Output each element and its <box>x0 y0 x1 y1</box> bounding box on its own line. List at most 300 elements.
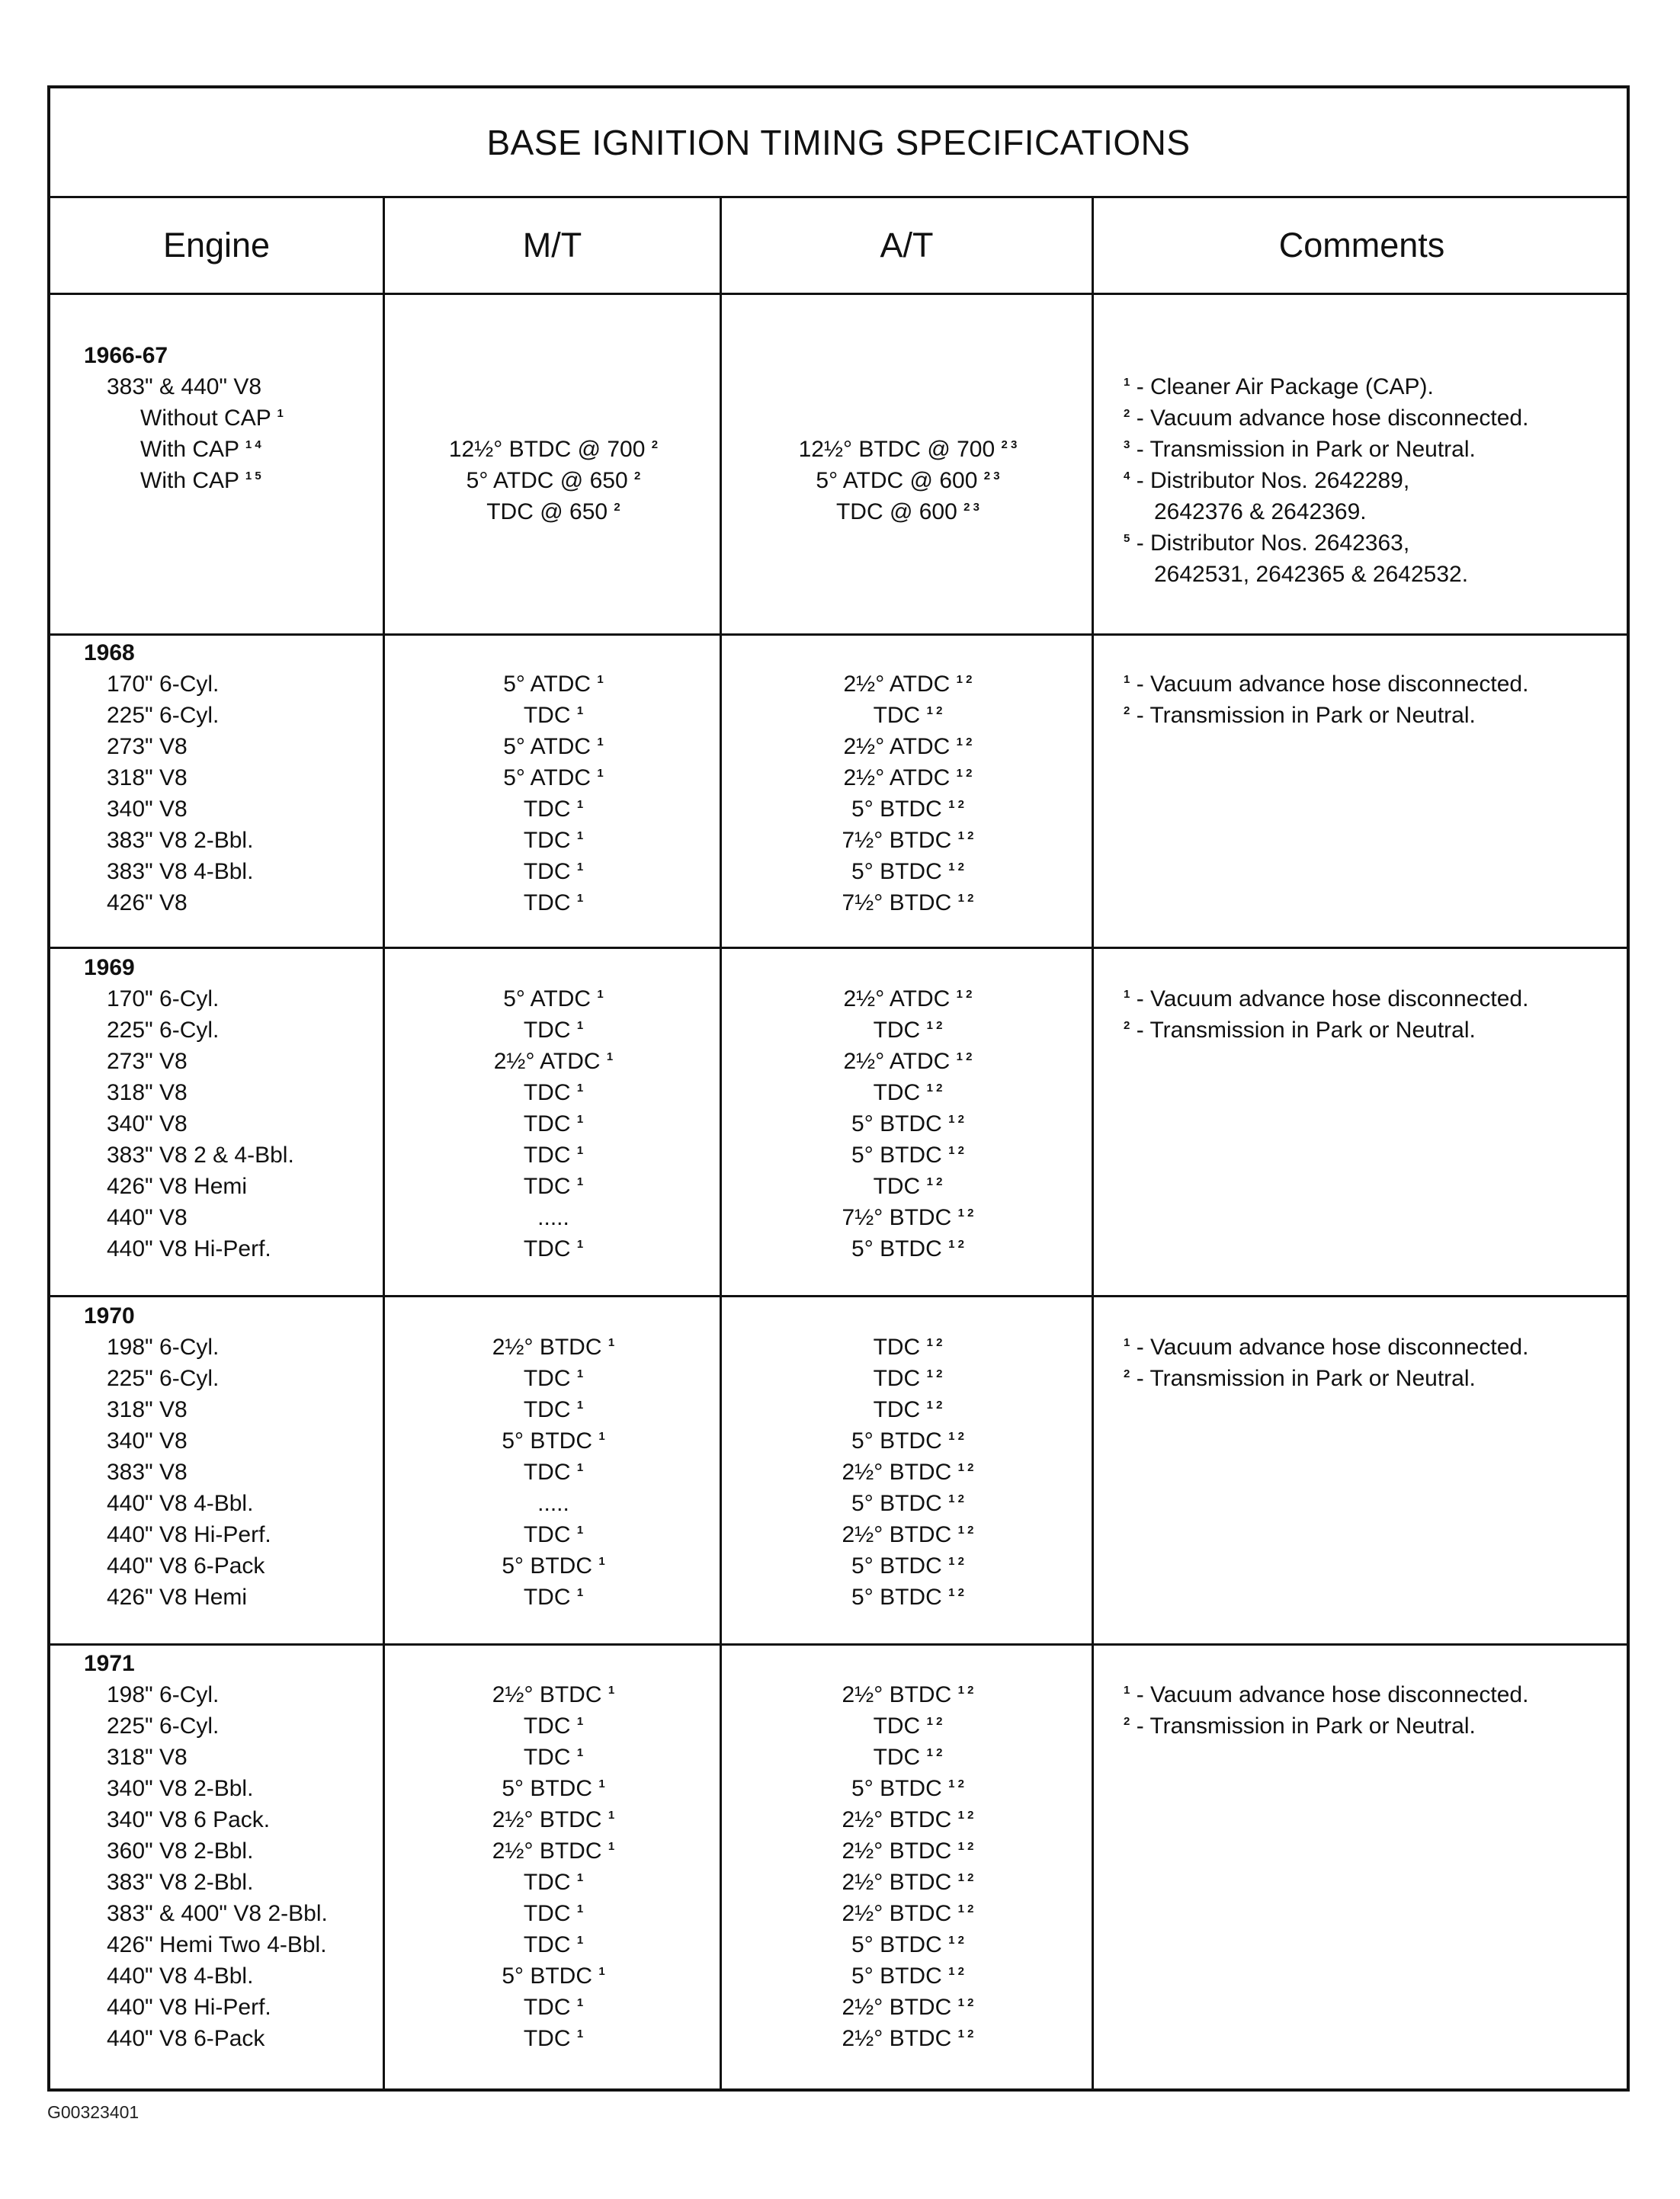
spacer <box>386 1648 721 1679</box>
engine-text: Without CAP <box>140 406 271 431</box>
footnote-ref: 1 2 <box>957 1524 974 1537</box>
footnote-ref: 1 <box>576 1746 584 1759</box>
mt-text: 2½° BTDC <box>492 1838 602 1864</box>
footnote-ref: 1 <box>597 988 604 1001</box>
mt-text: TDC <box>523 1080 571 1105</box>
engine-group-text: 383" & 440" V8 <box>107 374 262 399</box>
engine-text: 440" V8 Hi-Perf. <box>107 1236 271 1261</box>
footnote-ref: 1 2 <box>948 1144 964 1157</box>
footnote-number: 2 <box>1124 407 1130 420</box>
at-value <box>723 2023 1093 2054</box>
at-value <box>723 793 1093 825</box>
at-text: 5° BTDC <box>851 1963 942 1989</box>
engine-column <box>84 1648 389 2054</box>
engine-name <box>84 1363 389 1394</box>
comment-text: - Distributor Nos. 2642289, <box>1136 468 1410 493</box>
mt-value <box>386 1015 721 1046</box>
footnote-number: 2 <box>1124 1367 1130 1380</box>
mt-value <box>386 1929 721 1960</box>
header-engine: Engine <box>162 226 271 264</box>
footnote-ref: 1 2 <box>956 736 973 748</box>
year-text: 1966-67 <box>84 343 168 368</box>
engine-text: 340" V8 <box>107 1111 188 1136</box>
footnote-ref: 1 2 <box>926 704 943 717</box>
mt-value <box>386 762 721 793</box>
at-value <box>723 731 1093 762</box>
comment-line <box>1124 371 1611 402</box>
at-value <box>723 434 1093 465</box>
document-id: G00323401 <box>47 2102 139 2122</box>
at-text: 2½° ATDC <box>843 672 951 697</box>
footnote-ref: 1 <box>597 673 604 686</box>
engine-column <box>84 637 389 918</box>
at-text: 2½° ATDC <box>843 1049 951 1074</box>
comment-line <box>1124 668 1611 700</box>
at-value <box>723 1488 1093 1519</box>
footnote-ref: 1 2 <box>957 892 974 905</box>
year-text: 1968 <box>84 640 135 665</box>
engine-text: 383" V8 <box>107 1460 188 1485</box>
mt-text: TDC <box>523 1901 571 1926</box>
mt-text: TDC <box>523 1174 571 1199</box>
at-text: TDC <box>873 1174 921 1199</box>
at-column <box>723 1300 1093 1613</box>
engine-name <box>84 1773 389 1804</box>
engine-text: 273" V8 <box>107 1049 188 1074</box>
mt-text: 5° ATDC <box>503 672 592 697</box>
footnote-ref: 2 3 <box>983 470 1000 482</box>
at-text: TDC <box>873 1397 921 1422</box>
comment-text: 2642531, 2642365 & 2642532. <box>1154 562 1469 587</box>
engine-name <box>84 668 389 700</box>
footnote-ref: 1 <box>576 1399 584 1412</box>
mt-text: 2½° BTDC <box>492 1335 602 1360</box>
engine-text: 340" V8 <box>107 797 188 822</box>
engine-name <box>84 1140 389 1171</box>
engine-text: 440" V8 4-Bbl. <box>107 1963 254 1989</box>
at-value <box>723 668 1093 700</box>
at-text: 5° BTDC <box>851 1236 942 1261</box>
at-value <box>723 1929 1093 1960</box>
mt-text: TDC @ 650 <box>486 499 608 524</box>
at-text: 5° BTDC <box>851 1776 942 1801</box>
engine-name <box>84 793 389 825</box>
engine-text: 426" V8 Hemi <box>107 1174 248 1199</box>
mt-text: TDC <box>523 1018 571 1043</box>
footnote-ref: 2 <box>614 501 620 514</box>
footnote-ref: 1 2 <box>926 1019 943 1032</box>
at-value <box>723 825 1093 856</box>
mt-value <box>386 1171 721 1202</box>
footnote-number: 4 <box>1124 470 1130 482</box>
footnote-ref: 1 2 <box>926 1746 943 1759</box>
at-value <box>723 1332 1093 1363</box>
year-text: 1970 <box>84 1303 135 1329</box>
engine-text: 225" 6-Cyl. <box>107 703 220 728</box>
at-value <box>723 1992 1093 2023</box>
footnote-ref: 1 <box>608 1336 615 1349</box>
footnote-ref: 1 <box>597 767 604 780</box>
at-text: 5° BTDC <box>851 1428 942 1454</box>
at-value <box>723 1742 1093 1773</box>
mt-value <box>386 1582 721 1613</box>
at-text: 2½° ATDC <box>843 986 951 1011</box>
engine-text: 198" 6-Cyl. <box>107 1335 220 1360</box>
section-divider <box>50 1295 1627 1297</box>
mt-text: TDC <box>523 1111 571 1136</box>
footnote-ref: 1 <box>576 1113 584 1126</box>
engine-text: 340" V8 6 Pack. <box>107 1807 271 1832</box>
at-value <box>723 1457 1093 1488</box>
engine-name <box>84 1233 389 1265</box>
comment-text: - Transmission in Park or Neutral. <box>1136 1366 1476 1391</box>
spacer <box>1124 1300 1611 1332</box>
mt-text: TDC <box>523 859 571 884</box>
comment-line <box>1124 465 1611 496</box>
footnote-ref: 1 2 <box>948 1113 964 1126</box>
engine-name <box>84 1835 389 1867</box>
mt-value <box>386 1710 721 1742</box>
at-text: 2½° BTDC <box>842 2026 952 2051</box>
engine-column <box>84 340 389 496</box>
engine-name <box>84 1550 389 1582</box>
year-label <box>84 637 389 668</box>
engine-name <box>84 2023 389 2054</box>
engine-name <box>84 402 389 434</box>
at-value <box>723 496 1093 527</box>
engine-text: 440" V8 6-Pack <box>107 1553 265 1579</box>
mt-value <box>386 1425 721 1457</box>
engine-name <box>84 1679 389 1710</box>
mt-value <box>386 1835 721 1867</box>
footnote-ref: 1 2 <box>957 1809 974 1822</box>
footnote-ref: 1 <box>576 1934 584 1947</box>
at-value <box>723 1960 1093 1992</box>
engine-text: 225" 6-Cyl. <box>107 1366 220 1391</box>
footnote-number: 1 <box>1124 1336 1130 1349</box>
footnote-ref: 1 <box>576 704 584 717</box>
at-value <box>723 762 1093 793</box>
footnote-ref: 1 <box>597 736 604 748</box>
comment-line <box>1124 496 1611 527</box>
engine-name <box>84 1171 389 1202</box>
mt-value <box>386 1457 721 1488</box>
engine-name <box>84 1898 389 1929</box>
table-title: BASE IGNITION TIMING SPECIFICATIONS <box>50 88 1627 198</box>
engine-text: 318" V8 <box>107 1397 188 1422</box>
year-label <box>84 340 389 371</box>
spacer <box>723 1300 1093 1332</box>
mt-value <box>386 434 721 465</box>
footnote-ref: 1 <box>576 2028 584 2040</box>
spacer <box>386 1300 721 1332</box>
at-value <box>723 1804 1093 1835</box>
footnote-ref: 1 <box>576 1996 584 2009</box>
footnote-ref: 1 <box>576 1019 584 1032</box>
footnote-ref: 1 2 <box>948 798 964 811</box>
engine-name <box>84 1710 389 1742</box>
footnote-ref: 1 <box>608 1809 615 1822</box>
at-value <box>723 1015 1093 1046</box>
engine-name <box>84 1519 389 1550</box>
mt-text: 5° ATDC <box>503 765 592 790</box>
mt-value <box>386 1960 721 1992</box>
at-text: 5° BTDC <box>851 1143 942 1168</box>
at-text: 2½° BTDC <box>842 1995 952 2020</box>
comments-column <box>1124 952 1611 1046</box>
mt-text: 5° BTDC <box>502 1776 592 1801</box>
at-value <box>723 1171 1093 1202</box>
comments-column <box>1124 340 1611 590</box>
spacer <box>1124 952 1611 983</box>
mt-value <box>386 1077 721 1108</box>
footnote-ref: 1 <box>598 1777 605 1790</box>
mt-text: TDC <box>523 1870 571 1895</box>
engine-text: 383" V8 2-Bbl. <box>107 1870 254 1895</box>
mt-text: 2½° BTDC <box>492 1807 602 1832</box>
mt-value <box>386 1046 721 1077</box>
engine-name <box>84 1202 389 1233</box>
engine-group-label <box>84 371 389 402</box>
spacer <box>386 402 721 434</box>
mt-text: 5° ATDC <box>503 986 592 1011</box>
mt-value <box>386 856 721 887</box>
at-value <box>723 465 1093 496</box>
mt-value <box>386 793 721 825</box>
at-text: 7½° BTDC <box>842 890 952 915</box>
engine-name <box>84 1332 389 1363</box>
at-value <box>723 1835 1093 1867</box>
footnote-ref: 1 <box>576 1144 584 1157</box>
footnote-ref: 1 <box>598 1430 605 1443</box>
mt-text: 5° ATDC @ 650 <box>466 468 628 493</box>
engine-text: 440" V8 6-Pack <box>107 2026 265 2051</box>
comment-line <box>1124 434 1611 465</box>
footnote-ref: 1 <box>598 1555 605 1568</box>
footnote-ref: 1 2 <box>957 1461 974 1474</box>
year-text: 1971 <box>84 1651 135 1676</box>
mt-value <box>386 1867 721 1898</box>
mt-text: 12½° BTDC @ 700 <box>448 437 646 462</box>
at-text: 2½° BTDC <box>842 1460 952 1485</box>
engine-text: 383" V8 4-Bbl. <box>107 859 254 884</box>
footnote-ref: 1 2 <box>956 767 973 780</box>
at-text: 2½° BTDC <box>842 1870 952 1895</box>
footnote-ref: 1 2 <box>948 1586 964 1599</box>
footnote-ref: 1 <box>576 1524 584 1537</box>
at-text: TDC @ 600 <box>835 499 957 524</box>
mt-text: 5° BTDC <box>502 1963 592 1989</box>
mt-text: 5° BTDC <box>502 1428 592 1454</box>
mt-text: TDC <box>523 2026 571 2051</box>
comment-text: - Vacuum advance hose disconnected. <box>1136 1335 1529 1360</box>
mt-value <box>386 983 721 1015</box>
footnote-ref: 1 2 <box>948 861 964 874</box>
engine-text: 383" V8 2 & 4-Bbl. <box>107 1143 294 1168</box>
mt-text: TDC <box>523 828 571 853</box>
footnote-ref: 1 2 <box>957 1871 974 1884</box>
spacer <box>1124 340 1611 371</box>
mt-text: TDC <box>523 1397 571 1422</box>
mt-value <box>386 1140 721 1171</box>
footnote-ref: 1 2 <box>956 1050 973 1063</box>
comment-text: - Vacuum advance hose disconnected. <box>1136 672 1529 697</box>
engine-name <box>84 1425 389 1457</box>
year-label <box>84 952 389 983</box>
spacer <box>723 371 1093 402</box>
engine-text: 225" 6-Cyl. <box>107 1713 220 1739</box>
footnote-ref: 1 <box>576 892 584 905</box>
engine-name <box>84 465 389 496</box>
mt-value <box>386 1202 721 1233</box>
mt-text: 2½° BTDC <box>492 1682 602 1707</box>
mt-column <box>386 1648 721 2054</box>
engine-text: 318" V8 <box>107 1080 188 1105</box>
comment-text: - Distributor Nos. 2642363, <box>1136 531 1410 556</box>
mt-value <box>386 1898 721 1929</box>
footnote-ref: 1 2 <box>957 1902 974 1915</box>
engine-text: With CAP <box>140 437 239 462</box>
header-at: A/T <box>880 226 934 264</box>
engine-column <box>84 952 389 1265</box>
mt-text: TDC <box>523 703 571 728</box>
mt-value <box>386 668 721 700</box>
mt-column <box>386 371 721 527</box>
mt-value <box>386 1488 721 1519</box>
header-divider <box>50 293 1627 295</box>
engine-text: 318" V8 <box>107 1745 188 1770</box>
mt-column <box>386 637 721 918</box>
engine-text: 340" V8 <box>107 1428 188 1454</box>
at-text: TDC <box>873 1745 921 1770</box>
at-value <box>723 1046 1093 1077</box>
footnote-ref: 2 <box>651 438 659 451</box>
comment-line <box>1124 1015 1611 1046</box>
comment-line <box>1124 1332 1611 1363</box>
comment-line <box>1124 1363 1611 1394</box>
engine-text: 440" V8 4-Bbl. <box>107 1491 254 1516</box>
at-value <box>723 1425 1093 1457</box>
engine-name <box>84 825 389 856</box>
at-value <box>723 1773 1093 1804</box>
mt-value <box>386 1679 721 1710</box>
mt-value <box>386 1394 721 1425</box>
spacer <box>386 637 721 668</box>
engine-text: 383" & 400" V8 2-Bbl. <box>107 1901 328 1926</box>
at-text: 2½° BTDC <box>842 1522 952 1547</box>
mt-value <box>386 496 721 527</box>
at-value <box>723 1679 1093 1710</box>
at-column <box>723 952 1093 1265</box>
comment-text: - Transmission in Park or Neutral. <box>1136 703 1476 728</box>
at-value <box>723 887 1093 918</box>
section-divider <box>50 1643 1627 1646</box>
footnote-ref: 1 2 <box>957 2028 974 2040</box>
at-value <box>723 1394 1093 1425</box>
at-value <box>723 1140 1093 1171</box>
engine-text: 440" V8 <box>107 1205 188 1230</box>
footnote-ref: 1 2 <box>926 1082 943 1095</box>
header-mt: M/T <box>522 226 582 264</box>
comment-line <box>1124 402 1611 434</box>
mt-value <box>386 1519 721 1550</box>
footnote-ref: 1 2 <box>948 1430 964 1443</box>
footnote-ref: 1 2 <box>948 1555 964 1568</box>
engine-text: 170" 6-Cyl. <box>107 672 220 697</box>
footnote-ref: 1 2 <box>948 1238 964 1251</box>
at-text: 2½° BTDC <box>842 1682 952 1707</box>
mt-text: ..... <box>537 1205 569 1230</box>
at-text: 7½° BTDC <box>842 1205 952 1230</box>
mt-value <box>386 700 721 731</box>
engine-text: 426" Hemi Two 4-Bbl. <box>107 1932 327 1957</box>
at-text: 5° BTDC <box>851 1553 942 1579</box>
comment-line <box>1124 983 1611 1015</box>
footnote-ref: 1 <box>576 1367 584 1380</box>
footnote-number: 2 <box>1124 1019 1130 1032</box>
comment-text: - Transmission in Park or Neutral. <box>1136 437 1476 462</box>
footnote-number: 1 <box>1124 673 1130 686</box>
engine-name <box>84 1015 389 1046</box>
at-text: TDC <box>873 1080 921 1105</box>
at-value <box>723 700 1093 731</box>
at-value <box>723 1898 1093 1929</box>
at-value <box>723 1108 1093 1140</box>
engine-name <box>84 1742 389 1773</box>
at-text: 5° BTDC <box>851 797 942 822</box>
footnote-ref: 1 2 <box>956 988 973 1001</box>
at-text: TDC <box>873 1018 921 1043</box>
footnote-ref: 1 <box>608 1684 615 1697</box>
section-divider <box>50 633 1627 636</box>
engine-text: 440" V8 Hi-Perf. <box>107 1522 271 1547</box>
comment-line <box>1124 559 1611 590</box>
engine-name <box>84 731 389 762</box>
mt-text: 5° BTDC <box>502 1553 592 1579</box>
at-text: 2½° ATDC <box>843 734 951 759</box>
engine-name <box>84 700 389 731</box>
footnote-ref: 2 <box>633 470 641 482</box>
engine-name <box>84 762 389 793</box>
footnote-ref: 1 <box>576 1902 584 1915</box>
at-value <box>723 1867 1093 1898</box>
engine-name <box>84 1960 389 1992</box>
at-value <box>723 1202 1093 1233</box>
engine-name <box>84 1867 389 1898</box>
spacer <box>386 371 721 402</box>
at-value <box>723 1519 1093 1550</box>
at-column <box>723 637 1093 918</box>
engine-text: 198" 6-Cyl. <box>107 1682 220 1707</box>
footnote-ref: 1 2 <box>957 1207 974 1220</box>
at-value <box>723 1233 1093 1265</box>
footnote-ref: 1 <box>576 829 584 842</box>
year-text: 1969 <box>84 955 135 980</box>
mt-value <box>386 2023 721 2054</box>
engine-text: With CAP <box>140 468 239 493</box>
footnote-ref: 1 2 <box>957 1996 974 2009</box>
spacer <box>723 1648 1093 1679</box>
at-value <box>723 856 1093 887</box>
engine-text: 426" V8 <box>107 890 188 915</box>
at-column <box>723 371 1093 527</box>
spacer <box>1124 1648 1611 1679</box>
at-text: 5° BTDC <box>851 1111 942 1136</box>
engine-name <box>84 983 389 1015</box>
footnote-ref: 1 2 <box>926 1715 943 1728</box>
at-value <box>723 1363 1093 1394</box>
mt-text: TDC <box>523 797 571 822</box>
